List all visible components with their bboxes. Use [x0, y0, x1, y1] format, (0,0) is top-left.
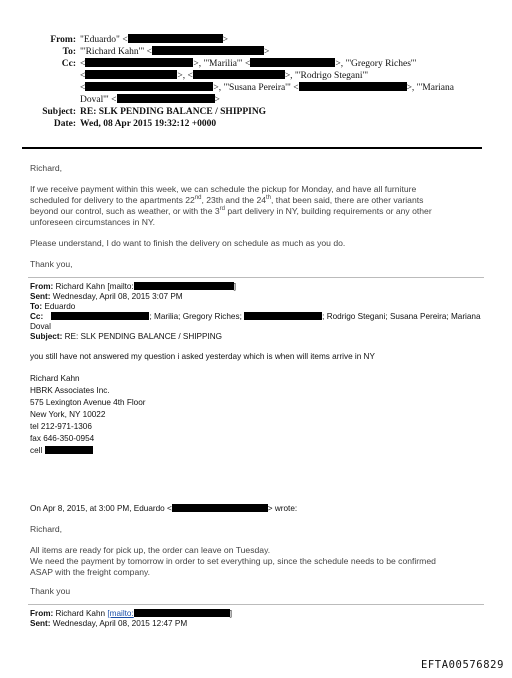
cc-text: >, "'Gregory Riches'" [335, 59, 417, 69]
redaction-box [117, 94, 215, 103]
text: part delivery in NY, building requirements or any other [225, 206, 432, 216]
to-value [80, 46, 269, 58]
signature-cell [30, 446, 93, 456]
paragraph-line [30, 206, 432, 217]
subject-label: Subject: [30, 332, 63, 341]
paragraph-line: If we receive payment within this week, we can schedule the pickup for Monday, and have all furniture [30, 184, 417, 194]
sent-label: Sent: [30, 619, 51, 628]
superscript: nd [194, 195, 202, 202]
from-end: ] [233, 282, 237, 291]
mailto-link[interactable]: [mailto: [107, 609, 134, 618]
greeting: Richard, [30, 163, 62, 173]
signature-fax: fax 646-350-0954 [30, 434, 95, 443]
cc-text: > [214, 95, 220, 105]
to-close: > [263, 47, 270, 57]
message-divider [28, 277, 484, 278]
sent-value: Wednesday, April 08, 2015 12:47 PM [52, 619, 188, 628]
sent-label: Sent: [30, 292, 51, 301]
paragraph-line: unforeseen circumstances in NY. [30, 217, 155, 227]
signature-name: Richard Kahn [30, 374, 80, 383]
paragraph-line: We need the payment by tomorrow in order to set everything up, since the schedule needs to be confirmed [30, 556, 436, 566]
from-line [30, 282, 236, 292]
subject-value: RE: SLK PENDING BALANCE / SHIPPING [64, 332, 223, 341]
cc-text: >, "'Mariana [406, 83, 454, 93]
text: scheduled for delivery to the apartments 22 [30, 195, 195, 205]
paragraph-line: All items are ready for pick up, the order can leave on Tuesday. [30, 545, 271, 555]
from-text: "Eduardo" < [80, 35, 128, 45]
cc-text: Doval'" < [80, 95, 117, 105]
text: , that been said, there are other variants [271, 195, 424, 205]
quote-text: On Apr 8, 2015, at 3:00 PM, Eduardo < [30, 504, 172, 513]
redaction-box [152, 46, 264, 55]
text: beyond our control, such as weather, or with the 3 [30, 206, 220, 216]
superscript: th [266, 195, 272, 202]
header-divider [22, 147, 482, 149]
text: , 23th and the 24 [201, 195, 267, 205]
date-value: Wed, 08 Apr 2015 19:32:12 +0000 [80, 119, 217, 129]
cc-line-2: Doval [30, 322, 51, 331]
cc-line-2 [80, 70, 368, 82]
sent-line [30, 619, 187, 629]
cc-label: Cc: [30, 312, 44, 321]
redaction-box [250, 58, 335, 67]
cell-label: cell [30, 446, 43, 455]
redaction-box [85, 70, 177, 79]
subject-value: RE: SLK PENDING BALANCE / SHIPPING [80, 107, 267, 117]
signature-city: New York, NY 10022 [30, 410, 106, 419]
cc-label: Cc: [61, 59, 76, 69]
paragraph-line [30, 195, 423, 206]
subject-line [30, 332, 222, 342]
signature-address: 575 Lexington Avenue 4th Floor [30, 398, 146, 407]
to-label: To: [62, 47, 76, 57]
message-body: you still have not answered my question i asked yesterday which is when will items arrive in NY [30, 352, 375, 361]
from-label: From: [30, 282, 54, 291]
sent-line [30, 292, 183, 302]
cc-text: >, "'Susana Pereira'" < [213, 83, 299, 93]
redaction-box [85, 82, 213, 91]
redaction-box [45, 446, 93, 454]
to-line [30, 302, 75, 312]
redaction-box [193, 70, 285, 79]
redaction-box [299, 82, 407, 91]
cc-text: >, "'Marilia'" < [193, 59, 251, 69]
cc-text: < [80, 59, 86, 69]
cc-text: < [80, 83, 86, 93]
cc-line-1 [80, 58, 417, 70]
redaction-box [51, 312, 149, 320]
signature-company: HBRK Associates Inc. [30, 386, 110, 395]
cc-line-4 [80, 94, 220, 106]
superscript: rd [219, 206, 225, 213]
quote-attribution [30, 504, 297, 514]
from-close: > [222, 35, 229, 45]
cc-text: < [80, 71, 86, 81]
signature-tel: tel 212-971-1306 [30, 422, 92, 431]
paragraph-line: ASAP with the freight company. [30, 567, 151, 577]
from-value: Richard Kahn [mailto: [55, 282, 134, 291]
redaction-box [128, 34, 223, 43]
cc-line [30, 312, 481, 322]
cc-text: >, < [177, 71, 193, 81]
greeting: Richard, [30, 524, 62, 534]
closing: Thank you, [30, 259, 73, 269]
quote-text: > wrote: [267, 504, 298, 513]
cc-text: ; Marilia; Gregory Riches; [149, 312, 242, 321]
sent-value: Wednesday, April 08, 2015 3:07 PM [52, 292, 183, 301]
from-label: From: [30, 609, 54, 618]
redaction-box [134, 282, 237, 291]
cc-line-3 [80, 82, 454, 94]
redaction-box [85, 58, 193, 67]
from-line [30, 609, 232, 619]
redaction-box [134, 609, 233, 618]
date-label: Date: [53, 119, 76, 129]
from-label: From: [50, 35, 76, 45]
paragraph-line: Please understand, I do want to finish the delivery on schedule as much as you do. [30, 238, 346, 248]
redaction-box [244, 312, 322, 320]
subject-label: Subject: [42, 107, 76, 117]
from-end: ] [229, 609, 233, 618]
to-value: Eduardo [44, 302, 76, 311]
from-value [80, 34, 228, 46]
to-label: To: [30, 302, 43, 311]
message-divider [28, 604, 484, 605]
redaction-box [172, 504, 268, 512]
document-id: EFTA00576829 [420, 659, 504, 671]
closing: Thank you [30, 586, 71, 596]
cc-text: ; Rodrigo Stegani; Susana Pereira; Mariana [322, 312, 481, 321]
to-text: "'Richard Kahn'" < [80, 47, 152, 57]
from-value: Richard Kahn [55, 609, 106, 618]
cc-text: >, "'Rodrigo Stegani'" [284, 71, 369, 81]
